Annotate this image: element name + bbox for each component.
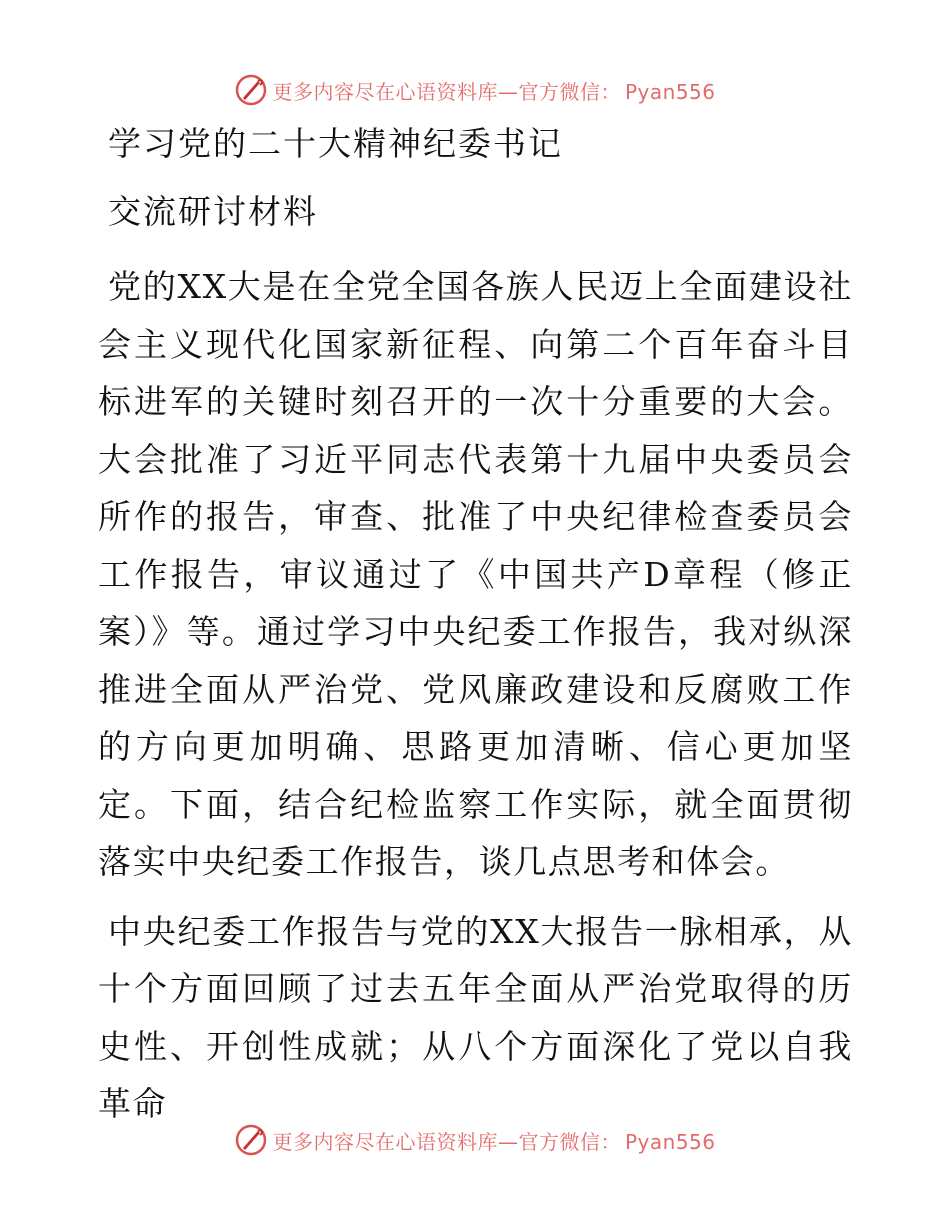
document-title-line-2: 交流研讨材料 bbox=[108, 192, 318, 231]
document-title-line-1: 学习党的二十大精神纪委书记 bbox=[108, 124, 563, 163]
footer-watermark bbox=[0, 1120, 950, 1160]
paragraph-1: 党的XX大是在全党全国各族人民迈上全面建设社会主义现代化国家新征程、向第二个百年奋斗目标进军的关键时刻召开的一次十分重要的大会。大会批准了习近平同志代表第十九届中央委员会所作的报告，审查、批准了中央纪律检查委员会工作报告，审议通过了《中国共产D章程（修正案）》等。通过学习中央纪委工作报告，我对纵深推进全面从严治党、党风廉政建设和反腐败工作的方向更加明确、思路更加清晰、信心更加坚定。下面，结合纪检监察工作实际，就全面贯彻落实中央纪委工作报告，谈几点思考和体会。 bbox=[98, 267, 853, 881]
watermark-wechat-id: Pyan556 bbox=[624, 79, 716, 104]
watermark-wechat-id: Pyan556 bbox=[624, 1129, 716, 1154]
watermark-text: 更多内容尽在心语资料库—官方微信： bbox=[272, 79, 621, 104]
feather-pen-logo-icon bbox=[234, 1123, 268, 1157]
watermark-text: 更多内容尽在心语资料库—官方微信： bbox=[272, 1129, 621, 1154]
header-watermark bbox=[0, 70, 950, 110]
paragraph-2: 中央纪委工作报告与党的XX大报告一脉相承，从十个方面回顾了过去五年全面从严治党取得的历史性、开创性成就；从八个方面深化了党以自我革命 bbox=[98, 911, 853, 1123]
feather-pen-logo-icon bbox=[234, 73, 268, 107]
document-body bbox=[98, 122, 853, 1145]
